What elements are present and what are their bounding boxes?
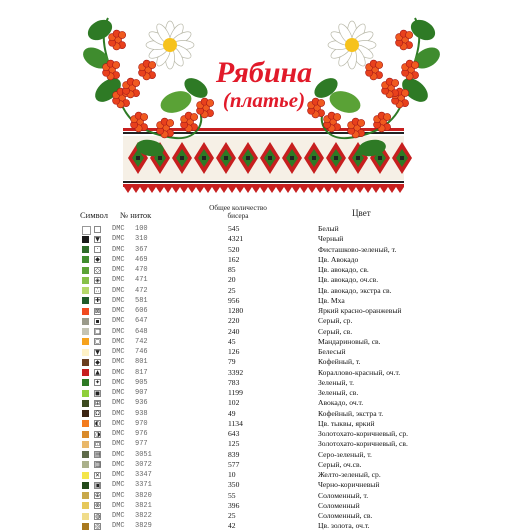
stitch-symbol-icon: ◇ <box>95 266 100 274</box>
thread-code: 3347 <box>135 471 152 479</box>
color-name: Серый, ср. <box>318 316 353 326</box>
stitch-symbol-icon: ▪ <box>95 317 100 325</box>
color-swatch <box>82 390 89 397</box>
thread-code: 746 <box>135 348 148 356</box>
color-swatch <box>82 246 89 253</box>
bead-count: 55 <box>228 490 236 500</box>
bead-count: 79 <box>228 357 236 367</box>
thread-code: 970 <box>135 419 148 428</box>
thread-code: 606 <box>135 307 148 315</box>
rowan-berry-icon <box>113 61 120 68</box>
thread-brand: DMC <box>112 501 125 510</box>
thread-code: 977 <box>135 440 148 449</box>
bead-count: 10 <box>228 470 236 479</box>
stitch-symbol-icon: ▤ <box>95 451 101 458</box>
color-name: Кофейный, экстра т. <box>318 408 384 418</box>
thread-brand: DMC <box>112 327 125 336</box>
color-swatch <box>82 420 89 427</box>
table-row <box>0 439 523 449</box>
thread-code: 310 <box>135 235 148 244</box>
color-swatch <box>82 461 89 468</box>
color-name: Фисташково-зеленый, т. <box>318 244 397 254</box>
pattern-title-main: Рябина <box>215 56 313 89</box>
stitch-symbol-icon: · <box>94 246 101 253</box>
bead-count: 956 <box>228 295 240 305</box>
header-symbol: Символ <box>80 210 108 220</box>
rowan-berry-icon <box>412 61 419 68</box>
color-name: Соломенный, св. <box>318 511 373 520</box>
stitch-symbol-icon: ▥ <box>95 461 101 469</box>
thread-brand: DMC <box>112 245 125 254</box>
table-row <box>0 275 523 285</box>
thread-brand: DMC <box>112 368 125 377</box>
stitch-symbol-icon: ▣ <box>95 481 101 489</box>
bead-count: 1134 <box>228 418 243 428</box>
table-row <box>0 357 523 367</box>
stitch-symbol-icon: ◈ <box>95 276 100 284</box>
table-row <box>0 511 523 521</box>
bead-count: 350 <box>228 480 240 490</box>
bead-count: 25 <box>228 285 236 295</box>
thread-brand: DMC <box>112 307 125 315</box>
table-row <box>0 409 523 419</box>
color-name: Мандариновый, св. <box>318 336 381 346</box>
stitch-symbol-icon: ⊡ <box>95 440 101 448</box>
header-total-beads: Общее количество бисера <box>209 203 267 221</box>
bead-count: 240 <box>228 326 240 336</box>
rowan-berry-icon <box>119 31 126 38</box>
thread-brand: DMC <box>112 348 125 356</box>
table-row <box>0 316 523 326</box>
bead-count: 839 <box>228 449 240 459</box>
thread-code: 905 <box>135 378 148 387</box>
bead-count: 45 <box>228 336 236 346</box>
table-row <box>0 296 523 306</box>
color-name: Цв. авокадо, оч.св. <box>318 275 379 285</box>
table-row <box>0 347 523 357</box>
thread-code: 470 <box>135 266 148 274</box>
bead-count: 102 <box>228 398 240 408</box>
color-name: Соломенный, т. <box>318 490 369 500</box>
color-name: Золотохато-коричневый, ср. <box>318 429 409 438</box>
color-swatch <box>82 328 89 335</box>
rowan-berry-icon <box>334 113 341 120</box>
color-swatch <box>82 267 89 274</box>
thread-code: 3820 <box>135 491 152 500</box>
thread-brand: DMC <box>112 276 125 285</box>
thread-code: 471 <box>135 276 148 285</box>
thread-code: 3371 <box>135 481 152 490</box>
bead-count: 577 <box>228 459 240 469</box>
rowan-berry-icon <box>406 31 413 38</box>
thread-brand: DMC <box>112 471 125 479</box>
thread-brand: DMC <box>112 481 125 490</box>
bead-count: 220 <box>228 316 240 326</box>
table-row <box>0 255 523 265</box>
color-swatch <box>82 451 89 458</box>
rowan-berry-icon <box>358 119 365 126</box>
color-name: Цв. Авокадо <box>318 254 359 264</box>
thread-code: 3822 <box>135 512 152 520</box>
stitch-symbol-icon: ⊞ <box>95 399 101 407</box>
table-row <box>0 245 523 255</box>
color-name: Цв. тыквы, яркий <box>318 418 375 428</box>
color-swatch <box>82 287 89 294</box>
table-row <box>0 501 523 511</box>
rowan-berry-icon <box>149 61 156 68</box>
thread-brand: DMC <box>112 430 125 438</box>
rowan-berry-icon <box>384 113 391 120</box>
color-name: Белый <box>318 224 339 233</box>
thread-brand: DMC <box>112 286 125 295</box>
table-row <box>0 491 523 501</box>
thread-code: 3821 <box>135 501 152 510</box>
bead-count: 396 <box>228 500 240 510</box>
color-swatch <box>82 297 89 304</box>
color-swatch <box>82 523 89 530</box>
thread-brand: DMC <box>112 409 125 418</box>
stitch-symbol-icon: ⊠ <box>95 307 101 315</box>
stitch-symbol-icon: ✕ <box>95 471 101 479</box>
table-row <box>0 398 523 408</box>
table-row <box>0 337 523 347</box>
color-swatch <box>82 502 89 509</box>
table-row <box>0 388 523 398</box>
bead-count: 162 <box>228 254 240 264</box>
rowan-berry-icon <box>376 61 383 68</box>
color-swatch <box>82 379 89 386</box>
thread-brand: DMC <box>112 460 125 469</box>
color-name: Авокадо, оч.т. <box>318 398 364 408</box>
bead-count: 125 <box>228 439 240 449</box>
stitch-symbol-icon: Ω <box>95 410 100 417</box>
color-swatch <box>82 256 89 263</box>
thread-code: 367 <box>135 245 148 254</box>
stitch-symbol-icon: ◆ <box>95 358 100 366</box>
color-name: Черно-коричневый <box>318 480 380 490</box>
color-swatch <box>82 318 89 325</box>
color-name: Цв. авокадо, св. <box>318 265 369 274</box>
stitch-symbol-icon: ◆ <box>95 256 100 264</box>
thread-brand: DMC <box>112 225 125 233</box>
thread-brand: DMC <box>112 419 125 428</box>
table-row <box>0 450 523 460</box>
thread-code: 976 <box>135 430 148 438</box>
stitch-symbol-icon: ◑ <box>95 430 101 438</box>
bead-count: 643 <box>228 429 240 438</box>
stitch-symbol-icon <box>94 226 101 233</box>
stitch-symbol-icon: ▼ <box>95 235 100 243</box>
color-swatch <box>82 236 89 243</box>
color-swatch <box>82 513 89 520</box>
stitch-symbol-icon: ∴ <box>95 287 100 294</box>
bead-count: 126 <box>228 347 240 356</box>
rowan-berry-icon <box>392 79 399 86</box>
color-swatch <box>82 369 89 376</box>
color-name: Зеленый, св. <box>318 388 359 397</box>
thread-code: 817 <box>135 368 148 377</box>
thread-brand: DMC <box>112 235 125 244</box>
thread-brand: DMC <box>112 378 125 387</box>
stitch-symbol-icon: ✚ <box>95 297 101 305</box>
stitch-symbol-icon: ◐ <box>95 420 101 428</box>
color-name: Яркий красно-оранжевый <box>318 306 402 315</box>
bead-count: 3392 <box>228 367 244 377</box>
thread-brand: DMC <box>112 255 125 264</box>
thread-code: 742 <box>135 337 148 346</box>
color-swatch <box>82 472 89 479</box>
thread-brand: DMC <box>112 399 125 408</box>
table-row <box>0 327 523 337</box>
color-swatch <box>82 441 89 448</box>
bead-count: 85 <box>228 265 236 274</box>
bead-count: 783 <box>228 377 240 387</box>
thread-code: 3829 <box>135 522 152 531</box>
color-name: Желто-зеленый, ср. <box>318 470 381 479</box>
rowan-berry-icon <box>133 79 140 86</box>
color-swatch <box>82 492 89 499</box>
bead-count: 49 <box>228 408 236 418</box>
bead-count: 20 <box>228 275 236 285</box>
color-name: Цв. Мха <box>318 295 345 305</box>
bead-count: 1280 <box>228 306 244 315</box>
thread-brand: DMC <box>112 337 125 346</box>
rowan-berry-icon <box>191 113 198 120</box>
thread-brand: DMC <box>112 266 125 274</box>
stitch-symbol-icon: ✦ <box>95 379 101 387</box>
thread-code: 648 <box>135 327 148 336</box>
color-swatch <box>82 410 89 417</box>
thread-code: 472 <box>135 286 148 295</box>
stitch-symbol-icon: ⊗ <box>95 502 101 510</box>
thread-brand: DMC <box>112 491 125 500</box>
thread-brand: DMC <box>112 317 125 326</box>
thread-brand: DMC <box>112 358 125 367</box>
thread-brand: DMC <box>112 522 125 531</box>
stitch-symbol-icon: ◎ <box>95 522 101 530</box>
color-swatch <box>82 226 91 235</box>
color-name: Кофейный, т. <box>318 357 361 367</box>
thread-code: 100 <box>135 225 148 233</box>
stitch-symbol-icon: ▼ <box>95 348 100 356</box>
thread-brand: DMC <box>112 440 125 449</box>
table-row <box>0 234 523 244</box>
bead-count: 1199 <box>228 388 243 397</box>
color-name: Соломенный <box>318 500 360 510</box>
thread-brand: DMC <box>112 296 125 305</box>
header-color: Цвет <box>352 208 371 218</box>
table-row <box>0 306 523 316</box>
thread-code: 907 <box>135 389 148 397</box>
table-row <box>0 378 523 388</box>
color-name: Серый, св. <box>318 326 353 336</box>
bead-count: 520 <box>228 244 240 254</box>
pattern-title <box>200 58 328 111</box>
bead-count: 42 <box>228 521 236 531</box>
thread-brand: DMC <box>112 450 125 459</box>
header-thread-number: № ниток <box>120 210 152 220</box>
stitch-symbol-icon: ◍ <box>95 512 101 520</box>
stitch-symbol-icon: ⊕ <box>95 492 101 499</box>
color-swatch <box>82 482 89 489</box>
color-name: Черный <box>318 234 344 244</box>
color-name: Золотохато-коричневый, св. <box>318 439 408 449</box>
color-name: Цв. золота, оч.т. <box>318 521 370 531</box>
thread-code: 581 <box>135 296 148 305</box>
color-swatch <box>82 359 89 366</box>
table-row <box>0 286 523 296</box>
thread-code: 3051 <box>135 450 152 459</box>
color-name: Цв. авокадо, экстра св. <box>318 285 392 295</box>
table-row <box>0 265 523 275</box>
color-name: Зеленый, т. <box>318 377 355 387</box>
thread-brand: DMC <box>112 512 125 520</box>
stitch-symbol-icon: ◼ <box>95 389 100 397</box>
table-row <box>0 460 523 470</box>
color-swatch <box>82 277 89 284</box>
color-swatch <box>82 308 89 315</box>
stitch-symbol-icon: ◻ <box>95 338 100 346</box>
bead-count: 4321 <box>228 234 244 244</box>
table-row <box>0 419 523 429</box>
color-swatch <box>82 349 89 356</box>
pattern-title-sub: (платье) <box>222 88 306 112</box>
thread-code: 801 <box>135 358 148 367</box>
thread-brand: DMC <box>112 389 125 397</box>
color-swatch <box>82 400 89 407</box>
stitch-symbol-icon: ▲ <box>95 369 100 376</box>
rowan-berry-icon <box>402 89 409 96</box>
color-name: Серо-зеленый, т. <box>318 449 372 459</box>
thread-code: 3072 <box>135 460 152 469</box>
thread-code: 647 <box>135 317 148 326</box>
color-name: Серый, оч.св. <box>318 459 362 469</box>
table-row <box>0 470 523 480</box>
table-row <box>0 224 523 234</box>
table-row <box>0 368 523 378</box>
color-name: Кораллово-красный, оч.т. <box>318 367 401 377</box>
table-row <box>0 429 523 439</box>
thread-code: 938 <box>135 409 148 418</box>
rowan-berry-icon <box>167 119 174 126</box>
table-row <box>0 480 523 490</box>
thread-code: 469 <box>135 255 148 264</box>
color-name: Белесый <box>318 347 346 356</box>
color-swatch <box>82 431 89 438</box>
stitch-symbol-icon: □ <box>95 328 101 335</box>
rowan-berry-icon <box>141 113 148 120</box>
thread-code: 936 <box>135 399 148 408</box>
color-swatch <box>82 338 89 345</box>
bead-count: 25 <box>228 511 236 520</box>
bead-count: 545 <box>228 224 240 233</box>
